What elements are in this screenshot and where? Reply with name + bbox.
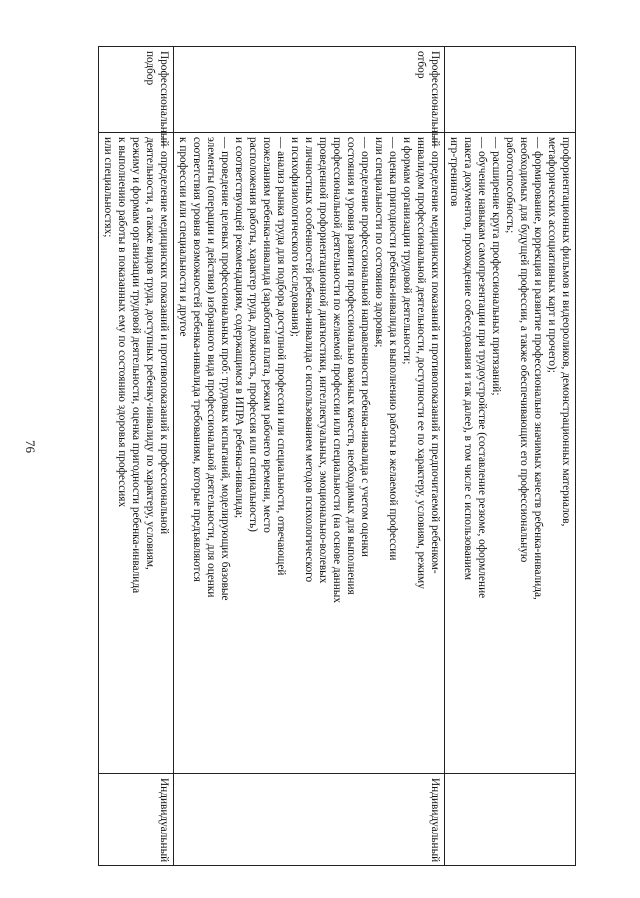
content-line: и соответствующей рекомендациям, содержащимся в ИПРА ребенка-инвалида; <box>233 137 245 519</box>
table-row <box>445 47 576 866</box>
content-line: деятельности, а также видов труда, доступных ребенку-инвалиду по характеру, условиям, <box>144 137 156 570</box>
table-row <box>174 47 445 866</box>
rotated-page <box>76 46 576 866</box>
content-line: к профессии или специальности и другое <box>177 137 189 337</box>
content-line: пакета документов, прохождение собеседования и так далее), в том числе с использованием <box>462 137 474 580</box>
content-line: или специальности по состоянию здоровья; <box>373 137 385 348</box>
content-line: работоспособность; <box>504 137 516 234</box>
format-cell <box>445 774 576 866</box>
content-line: — оценка пригодности ребенка-инвалида к выполнению работы в желаемой профессии <box>387 137 399 561</box>
section-cell: Профессиональный отбор <box>174 47 445 133</box>
content-line: игр-тренингов <box>448 137 460 207</box>
content-line: соответствия уровня возможностей ребенка-инвалида требованиям, которые предъявляются <box>191 137 203 582</box>
content-line: необходимых для будущей профессии, а также обеспечивающих его профессиональную <box>518 137 530 563</box>
content-line: инвалидом профессиональной деятельности, доступности ее по характеру, условиям, режиму <box>415 137 427 589</box>
format-cell: Индивидуальный <box>174 774 445 866</box>
content-line: — формирование, коррекция и развитие профессионально значимых качеств ребенка-инвалида, <box>532 137 544 600</box>
content-line: — обучение навыкам самопрезентации при трудоустройстве (составление резюме, оформление <box>476 137 488 599</box>
content-line: профессиональной деятельности по желаемой профессии или специальности (на основе данных <box>331 137 343 604</box>
content-line: к выполнению работы в показанных ему по состоянию здоровья профессиях <box>116 137 128 508</box>
content-line: — анализ рынка труда для подбора доступной профессии или специальности, отвечающей <box>275 137 287 576</box>
content-cell <box>445 133 576 774</box>
content-line: режиму и формам организации трудовой деятельности, оценка пригодности ребенка-инвалида <box>130 137 142 594</box>
section-cell <box>445 47 576 133</box>
content-line: — определение медицинских показаний и противопоказаний к профессиональной <box>158 137 170 535</box>
content-line: состояния и уровня развития профессионально важных качеств, необходимых для выполнения <box>345 137 357 595</box>
content-line: и психофизиологического исследования); <box>289 137 301 337</box>
content-line: расположения работы, характер труда, должность, профессия или специальность) <box>247 137 259 532</box>
format-cell: Индивидуальный <box>99 774 174 866</box>
content-line: — проведение целевых профессиональных проб: трудовых испытаний, моделирующих базовые <box>219 137 231 601</box>
content-cell <box>174 133 445 774</box>
content-cell <box>99 133 174 774</box>
content-line: — определение медицинских показаний и противопоказаний к предпочитаемой ребенком- <box>429 137 441 574</box>
table-row <box>99 47 174 866</box>
content-line: элементы (операции и действия) избранного вида профессиональной деятельности, для оценки <box>205 137 217 598</box>
content-line: или специальностях; <box>102 137 114 238</box>
section-cell: Профессиональный подбор <box>99 47 174 133</box>
content-line: и личностных особенностей ребенка-инвалида с использованием методов психологического <box>303 137 315 583</box>
content-line: профориентационных фильмов и видеороликов, демонстрационных материалов, <box>560 137 572 527</box>
content-line: — расширение круга профессиональных притязаний; <box>490 137 502 396</box>
content-line: пожеланиям ребенка-инвалида (заработная плата, режим рабочего времени, место <box>261 137 273 533</box>
page-number: 76 <box>23 440 38 453</box>
content-line: — определение профессиональной направленности ребенка-инвалида с учетом оценки <box>359 137 371 557</box>
table-body <box>99 47 576 866</box>
content-line: проведенной профориентационной диагностики, интеллектуальных, эмоционально-волевых <box>317 137 329 584</box>
content-line: метафорических ассоциативных карт и прочего); <box>546 137 558 373</box>
content-line: и формам организации трудовой деятельности; <box>401 137 413 365</box>
services-table <box>98 46 576 866</box>
